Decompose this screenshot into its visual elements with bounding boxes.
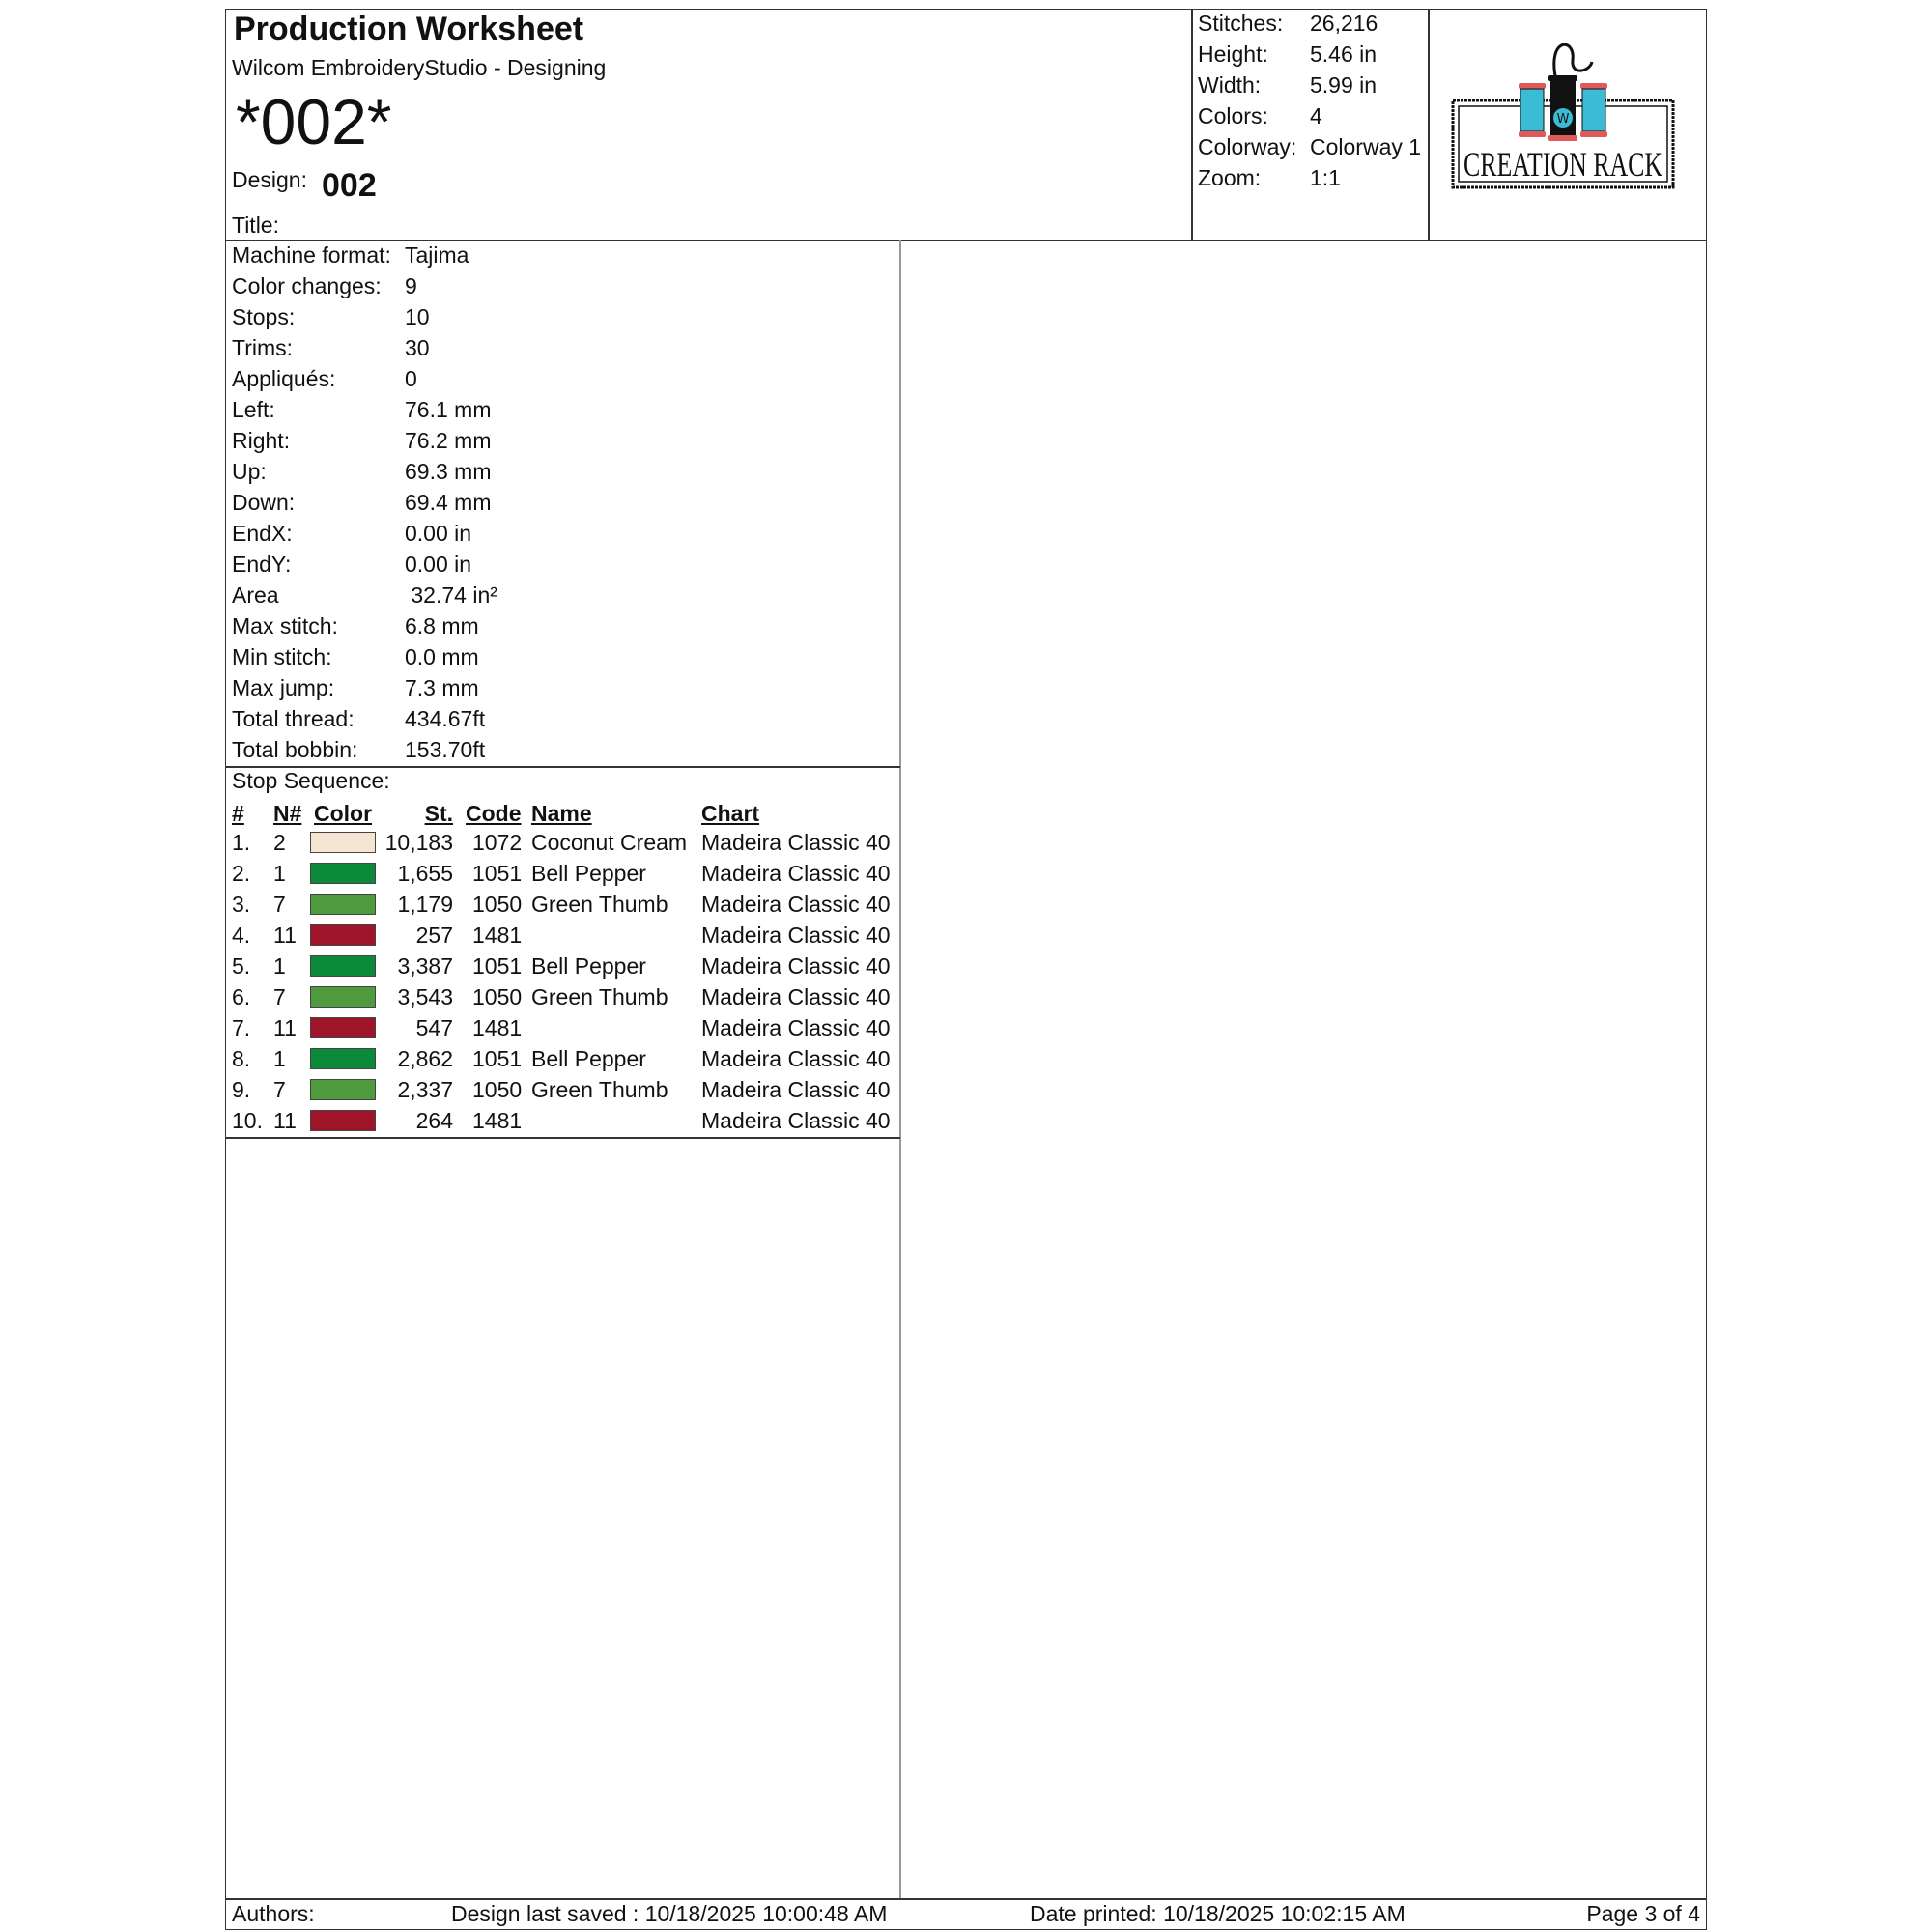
row-code: 1481 xyxy=(472,1015,523,1040)
row-stitches: 3,543 xyxy=(397,984,453,1009)
row-number: 5. xyxy=(232,953,251,979)
col-header-chart: Chart xyxy=(701,801,760,826)
row-needle: 1 xyxy=(273,861,286,886)
stat-label: Colorway: xyxy=(1198,134,1297,159)
row-chart: Madeira Classic 40 xyxy=(701,892,891,917)
row-thread-name: Coconut Cream xyxy=(531,830,688,855)
row-chart: Madeira Classic 40 xyxy=(701,861,891,886)
info-label: Stops: xyxy=(232,304,296,329)
row-stitches: 10,183 xyxy=(384,830,453,855)
row-code: 1051 xyxy=(472,1046,523,1071)
info-value: 0.00 in xyxy=(405,521,472,546)
row-needle: 1 xyxy=(273,1046,286,1071)
info-value: Tajima xyxy=(405,242,469,268)
info-value: 10 xyxy=(405,304,430,329)
row-number: 8. xyxy=(232,1046,251,1071)
info-label: Machine format: xyxy=(232,242,391,268)
row-stitches: 1,179 xyxy=(397,892,453,917)
stat-value: Colorway 1 xyxy=(1310,134,1422,159)
row-needle: 11 xyxy=(273,923,297,948)
row-needle: 7 xyxy=(273,1077,286,1102)
row-thread-name: Bell Pepper xyxy=(531,1046,646,1071)
row-chart: Madeira Classic 40 xyxy=(701,984,891,1009)
col-header-needle: N# xyxy=(273,801,302,826)
info-right-divider xyxy=(899,240,901,1899)
footer-date-printed: Date printed: 10/18/2025 10:02:15 AM xyxy=(1030,1901,1406,1926)
info-label: Total thread: xyxy=(232,706,355,731)
row-number: 9. xyxy=(232,1077,251,1102)
row-needle: 7 xyxy=(273,892,286,917)
col-header-stitches: St. xyxy=(424,801,453,826)
info-value: 69.3 mm xyxy=(405,459,492,484)
col-header-code: Code xyxy=(466,801,522,826)
row-chart: Madeira Classic 40 xyxy=(701,1046,891,1071)
row-needle: 7 xyxy=(273,984,286,1009)
stop-sequence-label: Stop Sequence: xyxy=(232,768,390,793)
info-value: 76.1 mm xyxy=(405,397,492,422)
info-value: 0.0 mm xyxy=(405,644,479,669)
row-stitches: 2,862 xyxy=(397,1046,453,1071)
row-thread-name: Bell Pepper xyxy=(531,953,646,979)
row-chart: Madeira Classic 40 xyxy=(701,953,891,979)
info-value: 434.67ft xyxy=(405,706,486,731)
logo-wordmark: CREATION RACK xyxy=(1463,145,1663,184)
info-label: Area xyxy=(232,582,279,608)
design-label: Design: xyxy=(232,167,307,192)
footer-last-saved: Design last saved : 10/18/2025 10:00:48 AM xyxy=(451,1901,888,1926)
info-value: 7.3 mm xyxy=(405,675,479,700)
spool-center-icon xyxy=(1548,75,1577,141)
info-label: Appliqués: xyxy=(232,366,336,391)
info-label: Left: xyxy=(232,397,275,422)
color-swatch xyxy=(310,955,376,977)
row-number: 1. xyxy=(232,830,251,855)
footer-authors: Authors: xyxy=(232,1901,315,1926)
row-chart: Madeira Classic 40 xyxy=(701,1077,891,1102)
row-code: 1072 xyxy=(472,830,523,855)
row-number: 3. xyxy=(232,892,251,917)
info-value: 30 xyxy=(405,335,430,360)
color-swatch xyxy=(310,1110,376,1131)
row-code: 1481 xyxy=(472,1108,523,1133)
info-label: Up: xyxy=(232,459,267,484)
info-label: Trims: xyxy=(232,335,294,360)
color-swatch xyxy=(310,986,376,1008)
row-thread-name: Green Thumb xyxy=(531,892,668,917)
row-number: 7. xyxy=(232,1015,251,1040)
col-header-name: Name xyxy=(531,801,592,826)
stat-value: 5.46 in xyxy=(1310,42,1378,67)
info-value: 0.00 in xyxy=(405,552,472,577)
color-swatch xyxy=(310,1017,376,1038)
row-number: 10. xyxy=(232,1108,263,1133)
stat-value: 1:1 xyxy=(1310,165,1341,190)
row-chart: Madeira Classic 40 xyxy=(701,1015,891,1040)
stats-left-divider xyxy=(1191,9,1193,241)
stat-value: 5.99 in xyxy=(1310,72,1378,98)
info-label: Color changes: xyxy=(232,273,382,298)
row-stitches: 257 xyxy=(415,923,453,948)
info-label: Min stitch: xyxy=(232,644,332,669)
row-chart: Madeira Classic 40 xyxy=(701,923,891,948)
sequence-bottom-divider xyxy=(225,1137,900,1139)
color-swatch xyxy=(310,1048,376,1069)
color-swatch xyxy=(310,924,376,946)
spool-right-icon xyxy=(1580,83,1607,137)
logo-left-divider xyxy=(1428,9,1430,241)
row-stitches: 1,655 xyxy=(397,861,453,886)
info-label: Right: xyxy=(232,428,291,453)
row-stitches: 264 xyxy=(415,1108,453,1133)
row-needle: 2 xyxy=(273,830,286,855)
software-subtitle: Wilcom EmbroideryStudio - Designing xyxy=(232,55,607,80)
spool-left-icon xyxy=(1519,83,1546,137)
info-value: 32.74 in² xyxy=(405,582,497,608)
row-needle: 11 xyxy=(273,1015,297,1040)
page-title: Production Worksheet xyxy=(234,11,584,47)
logo-center-letter: W xyxy=(1556,112,1570,127)
creation-rack-logo xyxy=(1445,43,1681,207)
row-number: 6. xyxy=(232,984,251,1009)
row-code: 1051 xyxy=(472,953,523,979)
color-swatch xyxy=(310,863,376,884)
stat-value: 26,216 xyxy=(1310,11,1378,36)
stat-value: 4 xyxy=(1310,103,1322,128)
color-swatch xyxy=(310,894,376,915)
stat-label: Colors: xyxy=(1198,103,1268,128)
row-stitches: 3,387 xyxy=(397,953,453,979)
row-stitches: 2,337 xyxy=(397,1077,453,1102)
info-label: EndY: xyxy=(232,552,292,577)
info-value: 153.70ft xyxy=(405,737,486,762)
info-label: Down: xyxy=(232,490,296,515)
row-chart: Madeira Classic 40 xyxy=(701,830,891,855)
row-number: 4. xyxy=(232,923,251,948)
info-value: 0 xyxy=(405,366,417,391)
row-thread-name: Green Thumb xyxy=(531,984,668,1009)
info-label: Total bobbin: xyxy=(232,737,358,762)
color-swatch xyxy=(310,1079,376,1100)
stat-label: Zoom: xyxy=(1198,165,1262,190)
row-stitches: 547 xyxy=(415,1015,453,1040)
design-value: 002 xyxy=(322,167,377,204)
info-value: 6.8 mm xyxy=(405,613,479,639)
color-swatch xyxy=(310,832,376,853)
stat-label: Width: xyxy=(1198,72,1262,98)
row-code: 1481 xyxy=(472,923,523,948)
row-thread-name: Green Thumb xyxy=(531,1077,668,1102)
col-header-number: # xyxy=(232,801,244,826)
row-needle: 1 xyxy=(273,953,286,979)
info-value: 69.4 mm xyxy=(405,490,492,515)
row-code: 1050 xyxy=(472,984,523,1009)
row-thread-name: Bell Pepper xyxy=(531,861,646,886)
row-number: 2. xyxy=(232,861,251,886)
row-code: 1050 xyxy=(472,892,523,917)
row-needle: 11 xyxy=(273,1108,297,1133)
stat-label: Stitches: xyxy=(1198,11,1284,36)
title-label: Title: xyxy=(232,213,279,238)
info-value: 9 xyxy=(405,273,417,298)
col-header-color: Color xyxy=(314,801,373,826)
info-label: Max stitch: xyxy=(232,613,338,639)
row-code: 1050 xyxy=(472,1077,523,1102)
info-value: 76.2 mm xyxy=(405,428,492,453)
row-chart: Madeira Classic 40 xyxy=(701,1108,891,1133)
info-label: Max jump: xyxy=(232,675,335,700)
design-barcode: *002* xyxy=(236,86,392,157)
stat-label: Height: xyxy=(1198,42,1268,67)
info-label: EndX: xyxy=(232,521,293,546)
footer-page-number: Page 3 of 4 xyxy=(1586,1901,1700,1926)
row-code: 1051 xyxy=(472,861,523,886)
footer-top-divider xyxy=(225,1898,1707,1900)
